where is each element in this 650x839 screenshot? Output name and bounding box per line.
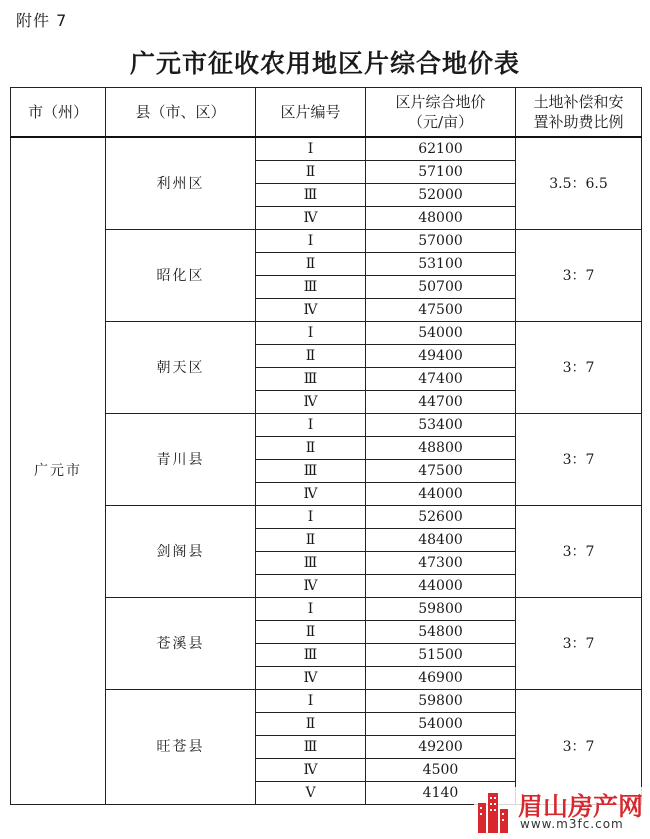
header-price-line2: （元/亩） — [407, 113, 474, 131]
header-zone-number: 区片编号 — [256, 88, 366, 138]
building-logo-icon — [474, 789, 516, 833]
price-cell: 48800 — [366, 437, 516, 460]
table-row — [11, 322, 642, 345]
zone-number-cell: Ⅰ — [256, 230, 366, 253]
zone-number-cell: Ⅰ — [256, 322, 366, 345]
price-cell: 44000 — [366, 575, 516, 598]
compensation-ratio-cell: 3.5：6.5 — [516, 137, 642, 230]
header-price-line1: 区片综合地价 — [395, 93, 486, 111]
price-cell: 54800 — [366, 621, 516, 644]
zone-number-cell: Ⅳ — [256, 391, 366, 414]
table-body — [11, 137, 642, 805]
price-cell: 53100 — [366, 253, 516, 276]
header-ratio-line1: 土地补偿和安 — [533, 93, 624, 111]
city-cell: 广元市 — [11, 137, 106, 805]
zone-number-cell: Ⅱ — [256, 161, 366, 184]
zone-number-cell: Ⅲ — [256, 552, 366, 575]
zone-number-cell: Ⅳ — [256, 667, 366, 690]
land-price-table — [10, 87, 642, 805]
price-cell: 48400 — [366, 529, 516, 552]
header-city: 市（州） — [11, 88, 106, 138]
zone-number-cell: Ⅱ — [256, 345, 366, 368]
header-ratio-line2: 置补助费比例 — [533, 113, 624, 131]
zone-number-cell: Ⅲ — [256, 184, 366, 207]
price-cell: 51500 — [366, 644, 516, 667]
table-row — [11, 137, 642, 161]
price-cell: 47500 — [366, 299, 516, 322]
price-cell: 44000 — [366, 483, 516, 506]
zone-number-cell: Ⅳ — [256, 483, 366, 506]
watermark-url: www.m3fc.com — [520, 817, 624, 831]
price-cell: 53400 — [366, 414, 516, 437]
zone-number-cell: Ⅱ — [256, 713, 366, 736]
table-row — [11, 598, 642, 621]
zone-number-cell: Ⅱ — [256, 437, 366, 460]
header-row — [11, 88, 642, 138]
zone-number-cell: Ⅳ — [256, 575, 366, 598]
price-cell: 62100 — [366, 137, 516, 161]
price-cell: 52000 — [366, 184, 516, 207]
zone-number-cell: Ⅰ — [256, 414, 366, 437]
price-cell: 59800 — [366, 598, 516, 621]
zone-number-cell: Ⅲ — [256, 276, 366, 299]
attachment-label: 附件 7 — [16, 11, 68, 30]
table-header — [11, 88, 642, 138]
price-cell: 46900 — [366, 667, 516, 690]
price-cell: 4140 — [366, 782, 516, 805]
county-cell: 剑阁县 — [106, 506, 256, 598]
compensation-ratio-cell: 3：7 — [516, 414, 642, 506]
zone-number-cell: Ⅰ — [256, 137, 366, 161]
zone-number-cell: Ⅱ — [256, 621, 366, 644]
price-cell: 57100 — [366, 161, 516, 184]
zone-number-cell: Ⅲ — [256, 644, 366, 667]
document-title: 广元市征收农用地区片综合地价表 — [129, 49, 520, 78]
table-row — [11, 506, 642, 529]
zone-number-cell: Ⅳ — [256, 207, 366, 230]
county-cell: 苍溪县 — [106, 598, 256, 690]
price-cell: 47300 — [366, 552, 516, 575]
watermark-site-name: 眉山房产网 — [518, 792, 644, 821]
price-cell: 54000 — [366, 322, 516, 345]
compensation-ratio-cell: 3：7 — [516, 690, 642, 805]
zone-number-cell: Ⅲ — [256, 460, 366, 483]
price-cell: 59800 — [366, 690, 516, 713]
price-cell: 54000 — [366, 713, 516, 736]
zone-number-cell: Ⅴ — [256, 782, 366, 805]
price-cell: 47500 — [366, 460, 516, 483]
price-cell: 49200 — [366, 736, 516, 759]
zone-number-cell: Ⅲ — [256, 368, 366, 391]
header-county: 县（市、区） — [106, 88, 256, 138]
price-cell: 57000 — [366, 230, 516, 253]
zone-number-cell: Ⅳ — [256, 299, 366, 322]
county-cell: 利州区 — [106, 137, 256, 230]
compensation-ratio-cell: 3：7 — [516, 506, 642, 598]
table-row — [11, 690, 642, 713]
compensation-ratio-cell: 3：7 — [516, 322, 642, 414]
county-cell: 旺苍县 — [106, 690, 256, 805]
price-cell: 50700 — [366, 276, 516, 299]
price-cell: 44700 — [366, 391, 516, 414]
watermark — [474, 787, 644, 835]
compensation-ratio-cell: 3：7 — [516, 598, 642, 690]
price-cell: 4500 — [366, 759, 516, 782]
table-row — [11, 230, 642, 253]
zone-number-cell: Ⅰ — [256, 506, 366, 529]
zone-number-cell: Ⅱ — [256, 529, 366, 552]
zone-number-cell: Ⅲ — [256, 736, 366, 759]
zone-number-cell: Ⅰ — [256, 598, 366, 621]
price-cell: 48000 — [366, 207, 516, 230]
header-ratio — [516, 88, 642, 138]
table-row — [11, 414, 642, 437]
zone-number-cell: Ⅱ — [256, 253, 366, 276]
compensation-ratio-cell: 3：7 — [516, 230, 642, 322]
header-price — [366, 88, 516, 138]
county-cell: 朝天区 — [106, 322, 256, 414]
county-cell: 昭化区 — [106, 230, 256, 322]
price-cell: 49400 — [366, 345, 516, 368]
zone-number-cell: Ⅰ — [256, 690, 366, 713]
county-cell: 青川县 — [106, 414, 256, 506]
price-cell: 47400 — [366, 368, 516, 391]
zone-number-cell: Ⅳ — [256, 759, 366, 782]
price-cell: 52600 — [366, 506, 516, 529]
